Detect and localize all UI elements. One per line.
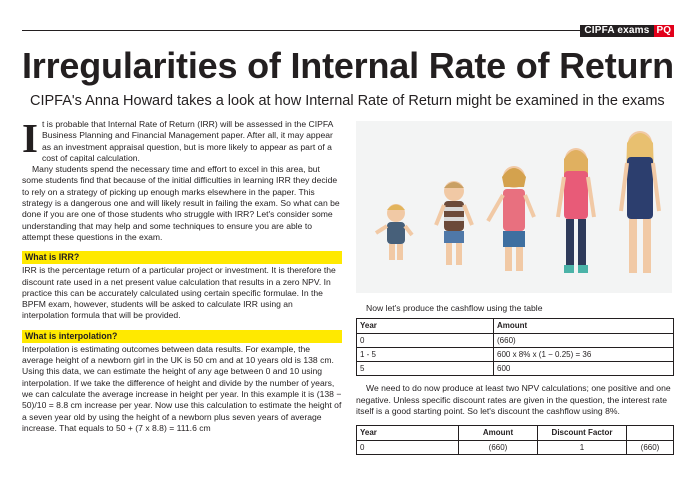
- section-badge: [580, 25, 674, 37]
- child-figure-1: [376, 204, 412, 260]
- child-figure-4: [558, 148, 594, 273]
- table-cell: 1: [538, 440, 627, 454]
- table-cell: 0: [357, 333, 494, 347]
- table-cell: 5: [357, 362, 494, 376]
- header-cell: Discount Factor: [538, 426, 627, 440]
- table-cell: 1 - 5: [357, 347, 494, 361]
- children-height-photo: [356, 121, 672, 293]
- header-cell: [627, 426, 674, 440]
- header-cell: Year: [357, 319, 494, 333]
- irr-paragraph: IRR is the percentage return of a particular project or investment. It is therefore the discount rate used in a net present value calculation that results in a zero NPV. In practice this can be accurately calculated using certain specific formulae. In the BPFM exam, however, students will be asked to calculate IRR using an interpolation formula that will be provided.: [22, 265, 336, 321]
- badge-text: CIPFA exams: [580, 25, 653, 37]
- heading-what-is-irr: What is IRR?: [22, 251, 342, 264]
- table-header-row: [357, 426, 674, 440]
- child-figure-3: [488, 166, 534, 271]
- intro-paragraph-1: [22, 115, 342, 164]
- left-column: [22, 115, 342, 434]
- children-illustration: [356, 121, 672, 293]
- cashflow-intro: Now let's produce the cashflow using the table: [366, 303, 543, 313]
- drop-cap: I: [22, 115, 38, 161]
- interpolation-paragraph: Interpolation is estimating outcomes between data results. For example, the average height of a newborn girl in the UK is 50 cm and at 10 years old is 138 cm. Using this data, we can estimate the height of any age between 0 and 10 using interpolation. If we take the difference of height and divide by the number of years, we can calculate the average increase in height per year. In this example it is (138 − 50)/10 = 8.8 cm increase per year. Now use this calculation to estimate the height of a seven year old by using the height of a newborn plus seven years of average increase. That equals to 50 + (7 x 8.8) = 111.6 cm: [22, 343, 342, 433]
- child-figure-2: [436, 181, 472, 265]
- table-cell: 0: [357, 440, 459, 454]
- table-header-row: [357, 319, 674, 333]
- table-row: [357, 440, 674, 454]
- table-cell: 600: [494, 362, 674, 376]
- discount-table: [356, 425, 674, 455]
- table-cell: (660): [459, 440, 538, 454]
- table-row: [357, 347, 674, 361]
- table-row: [357, 333, 674, 347]
- article-subtitle: CIPFA's Anna Howard takes a look at how Internal Rate of Return might be examined in the exams: [30, 93, 665, 109]
- table-cell: 600 x 8% x (1 − 0.25) = 36: [494, 347, 674, 361]
- badge-pq: PQ: [654, 25, 674, 37]
- table-cell: (660): [627, 440, 674, 454]
- header-cell: Amount: [494, 319, 674, 333]
- table-cell: (660): [494, 333, 674, 347]
- table-row: [357, 362, 674, 376]
- article-title: Irregularities of Internal Rate of Return: [22, 45, 674, 86]
- header-cell: Amount: [459, 426, 538, 440]
- header-cell: Year: [357, 426, 459, 440]
- cashflow-table: [356, 318, 674, 376]
- heading-what-is-interpolation: What is interpolation?: [22, 330, 342, 343]
- npv-paragraph: We need to do now produce at least two NPV calculations; one positive and one negative. Unless specific discount rates are given in the question, the interest rate itself is a good starting point. So let's discount the cashflow using 8%.: [356, 383, 671, 417]
- intro-text-1: t is probable that Internal Rate of Return (IRR) will be assessed in the CIPFA Business Planning and Financial Management paper. After all, it may appear as an investment appraisal question, but is more likely to appear as part of a cost of capital calculation.: [41, 119, 333, 163]
- intro-paragraph-2: Many students spend the necessary time and effort to excel in this area, but some students find that because of the initial difficulties in learning IRR they decide to rely on a strategy of picking up enough marks elsewhere in the paper. This strategy is a dangerous one and will likely result in failing the exam. So what can be done if you are one of those students who struggle with IRR? Let's consider some understanding that may help and some techniques to ensure you are able to attempt these questions in the exam.: [22, 164, 340, 242]
- child-figure-5: [621, 131, 659, 273]
- header-rule: [22, 25, 674, 31]
- right-column: [356, 303, 674, 455]
